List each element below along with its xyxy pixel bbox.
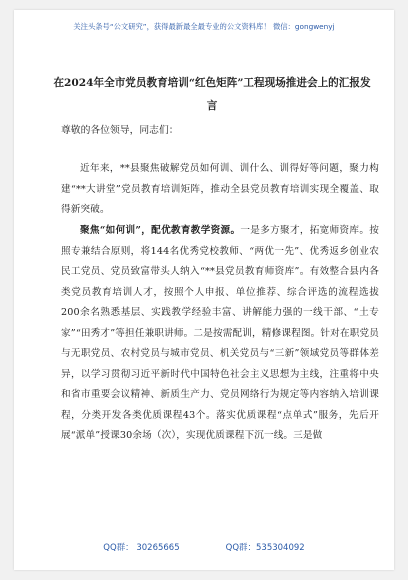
- document-page: [14, 10, 394, 570]
- document-title: 在2024年全市党员教育培训“红色矩阵”工程现场推进会上的汇报发言: [53, 77, 371, 112]
- header-notice: 关注头条号“公文研究”，获得最新最全最专业的公文资料库！ 微信：gongwenyj: [73, 22, 335, 31]
- footer: [14, 541, 394, 553]
- section-body: 一是多方聚才，拓宽师资库。按照专兼结合原则，将144名优秀党校教师、“两优一先”、优秀返乡创业农民工党员、党员致富带头人纳入“**县党员教育师资库”。有效整合县内各类党员教育培训人才，按照个人申报、单位推荐、综合评选的流程选拔200余名熟悉基层、实践教学经验丰富、讲解能力强的一线干部、“土专家”“田秀才”等担任兼职讲师。二是按需配训，精修课程图。针对在职党员与无职党员、农村党员与城市党员、机关党员与“三新”领域党员等群体差异，以学习贯彻习近平新时代中国特色社会主义思想为主线，注重将中央和省市重要会议精神、新质生产力、党员网络行为规定等内容纳入培训课程，分类开发各类优质课程43个。落实优质课程“点单式”服务，先后开展“派单”授课30余场（次），实现优质课程下沉一线。三是做: [61, 225, 379, 441]
- salutation: 尊敬的各位领导，同志们：: [61, 125, 179, 136]
- footer-qq-group-1: QQ群： 30265665: [103, 543, 180, 553]
- paragraph-intro: 近年来，**县聚焦破解党员如何训、训什么、训得好等问题，聚力构建“**大讲堂”党员教育培训矩阵，推动全县党员教育培训实现全覆盖、取得新突破。: [61, 163, 379, 215]
- footer-qq-group-2: QQ群：535304092: [225, 543, 305, 553]
- paragraph-section-1: [61, 221, 379, 447]
- section-heading: 聚焦“如何训”，配优教育教学资源。: [80, 225, 241, 236]
